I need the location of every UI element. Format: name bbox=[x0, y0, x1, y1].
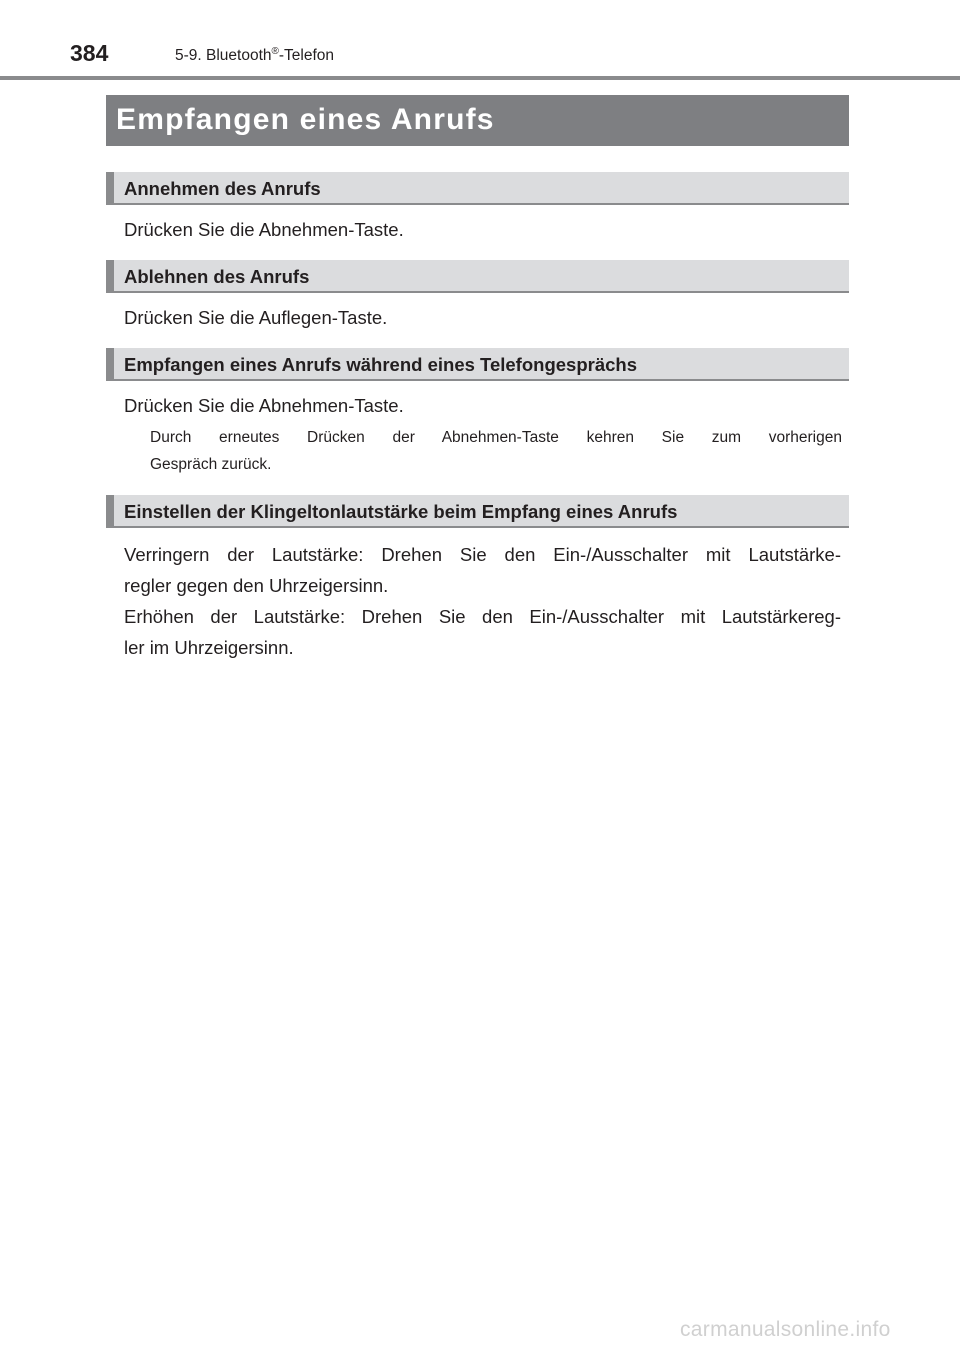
page-number: 384 bbox=[70, 40, 109, 66]
subheading-text: Annehmen des Anrufs bbox=[124, 178, 321, 199]
subheading-klingelton bbox=[106, 495, 849, 528]
subheading-ablehnen bbox=[106, 260, 849, 293]
paragraph-line: ler im Uhrzeigersinn. bbox=[124, 637, 294, 658]
page-header bbox=[0, 0, 960, 80]
title-bar bbox=[106, 95, 849, 146]
paragraph-line: Erhöhen der Lautstärke: Drehen Sie den Ein-/Ausschalter mit Lautstärkereg- bbox=[124, 606, 841, 627]
section-label bbox=[175, 46, 334, 65]
registered-mark: ® bbox=[271, 46, 279, 57]
subheading-marker bbox=[106, 348, 114, 379]
page-title: Empfangen eines Anrufs bbox=[116, 103, 495, 136]
section-prefix: 5-9. Bluetooth bbox=[175, 47, 272, 65]
subheading-marker bbox=[106, 495, 114, 526]
watermark: carmanualsonline.info bbox=[680, 1318, 891, 1341]
paragraph-line: regler gegen den Uhrzeigersinn. bbox=[124, 575, 389, 596]
paragraph-line: Verringern der Lautstärke: Drehen Sie den Ein-/Ausschalter mit Lautstärke- bbox=[124, 544, 841, 565]
subheading-marker bbox=[106, 172, 114, 203]
subheading-marker bbox=[106, 260, 114, 291]
note-line: Gespräch zurück. bbox=[150, 456, 272, 473]
section-suffix: -Telefon bbox=[278, 47, 335, 65]
subheading-annehmen bbox=[106, 172, 849, 205]
subheading-text: Empfangen eines Anrufs während eines Telefongesprächs bbox=[124, 354, 637, 375]
section-note bbox=[150, 424, 842, 478]
volume-increase-paragraph bbox=[124, 601, 841, 663]
header-divider bbox=[0, 76, 960, 80]
subheading-text: Ablehnen des Anrufs bbox=[124, 266, 310, 287]
subheading-text: Einstellen der Klingeltonlautstärke beim Empfang eines Anrufs bbox=[124, 501, 678, 522]
subheading-waehrend-gespraech bbox=[106, 348, 849, 381]
section-body: Drücken Sie die Auflegen-Taste. bbox=[124, 307, 388, 328]
volume-decrease-paragraph bbox=[124, 539, 841, 601]
section-body: Drücken Sie die Abnehmen-Taste. bbox=[124, 219, 404, 240]
section-body: Drücken Sie die Abnehmen-Taste. bbox=[124, 395, 404, 416]
note-line: Durch erneutes Drücken der Abnehmen-Taste kehren Sie zum vorherigen bbox=[150, 429, 842, 446]
